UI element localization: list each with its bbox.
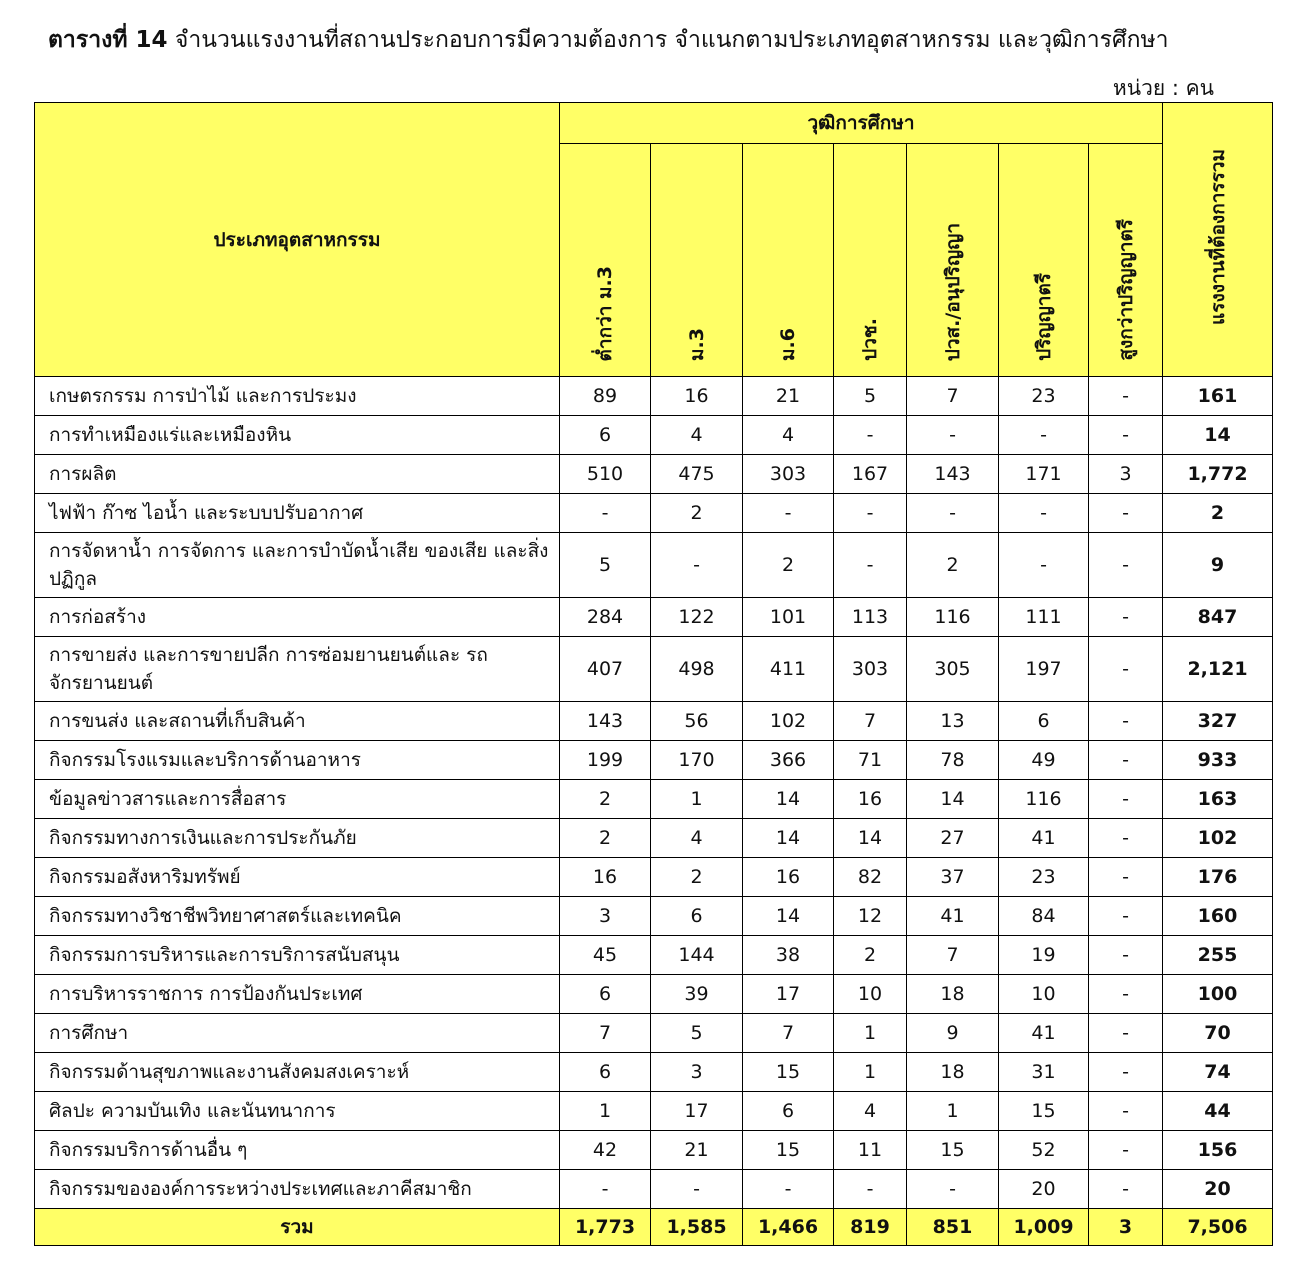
value-cell: 2 [560,780,651,819]
header-edu-m3: ม.3 [685,328,708,361]
industry-name: เกษตรกรรม การป่าไม้ และการประมง [35,377,560,416]
value-cell: - [907,1170,999,1209]
value-cell: 41 [999,1014,1089,1053]
row-total: 20 [1163,1170,1273,1209]
value-cell: 27 [907,819,999,858]
row-total: 70 [1163,1014,1273,1053]
value-cell: 15 [743,1053,834,1092]
value-cell: 475 [651,455,743,494]
value-cell: - [1089,975,1163,1014]
table-row [35,936,1273,975]
value-cell: 2 [651,858,743,897]
value-cell: 7 [907,377,999,416]
value-cell: 16 [743,858,834,897]
value-cell: 6 [560,1053,651,1092]
value-cell: 10 [999,975,1089,1014]
value-cell: 16 [560,858,651,897]
value-cell: 2 [743,533,834,598]
sum-value-cell: 819 [834,1209,907,1246]
value-cell: 5 [560,533,651,598]
value-cell: - [999,416,1089,455]
header-industry: ประเภทอุตสาหกรรม [35,103,560,377]
value-cell: 498 [651,637,743,702]
value-cell: 2 [834,936,907,975]
value-cell: - [1089,936,1163,975]
value-cell: 14 [907,780,999,819]
value-cell: 17 [743,975,834,1014]
value-cell: 1 [834,1053,907,1092]
value-cell: 113 [834,598,907,637]
table-row [35,533,1273,598]
value-cell: 4 [834,1092,907,1131]
table-row [35,455,1273,494]
value-cell: 102 [743,702,834,741]
table-body [35,377,1273,1246]
value-cell: 143 [560,702,651,741]
value-cell: 143 [907,455,999,494]
value-cell: 4 [651,819,743,858]
value-cell: 111 [999,598,1089,637]
table-row [35,1014,1273,1053]
industry-name: การทำเหมืองแร่และเหมืองหิน [35,416,560,455]
row-total: 163 [1163,780,1273,819]
value-cell: 2 [560,819,651,858]
industry-name: การศึกษา [35,1014,560,1053]
table-row [35,897,1273,936]
industry-name: การก่อสร้าง [35,598,560,637]
table-row [35,377,1273,416]
value-cell: - [1089,1053,1163,1092]
row-total: 160 [1163,897,1273,936]
table-number: ตารางที่ 14 [48,27,168,53]
value-cell: 2 [907,533,999,598]
header-total-cell [1163,103,1273,377]
sum-value-cell: 1,773 [560,1209,651,1246]
value-cell: - [834,533,907,598]
value-cell: 15 [907,1131,999,1170]
value-cell: - [1089,819,1163,858]
industry-name: กิจกรรมโรงแรมและบริการด้านอาหาร [35,741,560,780]
grand-total: 7,506 [1163,1209,1273,1246]
value-cell: - [1089,377,1163,416]
value-cell: 305 [907,637,999,702]
header-edu-diploma: ปวส./อนุปริญญา [941,222,964,361]
value-cell: 5 [651,1014,743,1053]
header-edu-bachelor: ปริญญาตรี [1032,273,1055,361]
value-cell: 6 [743,1092,834,1131]
value-cell: - [651,1170,743,1209]
value-cell: - [1089,494,1163,533]
value-cell: 41 [907,897,999,936]
header-total: แรงงานที่ต้องการรวม [1206,149,1229,325]
value-cell: 101 [743,598,834,637]
row-total: 933 [1163,741,1273,780]
table-row [35,1170,1273,1209]
table-row [35,819,1273,858]
value-cell: - [907,416,999,455]
value-cell: 82 [834,858,907,897]
value-cell: 144 [651,936,743,975]
value-cell: 5 [834,377,907,416]
industry-name: กิจกรรมทางการเงินและการประกันภัย [35,819,560,858]
value-cell: 4 [743,416,834,455]
value-cell: 11 [834,1131,907,1170]
value-cell: 197 [999,637,1089,702]
value-cell: 3 [651,1053,743,1092]
industry-name: ข้อมูลข่าวสารและการสื่อสาร [35,780,560,819]
value-cell: - [999,533,1089,598]
value-cell: - [1089,741,1163,780]
row-total: 255 [1163,936,1273,975]
value-cell: 16 [651,377,743,416]
value-cell: 1 [651,780,743,819]
sum-value-cell: 3 [1089,1209,1163,1246]
value-cell: - [1089,1014,1163,1053]
industry-name: การขายส่ง และการขายปลีก การซ่อมยานยนต์และ รถจักรยานยนต์ [35,637,560,702]
table-row [35,1053,1273,1092]
value-cell: 21 [743,377,834,416]
value-cell: 71 [834,741,907,780]
industry-name: การขนส่ง และสถานที่เก็บสินค้า [35,702,560,741]
header-edu-cell [999,144,1089,377]
value-cell: 78 [907,741,999,780]
header-edu-cell [907,144,999,377]
value-cell: 18 [907,975,999,1014]
value-cell: 14 [743,819,834,858]
table-row [35,702,1273,741]
value-cell: 31 [999,1053,1089,1092]
value-cell: - [999,494,1089,533]
value-cell: 9 [907,1014,999,1053]
industry-name: ไฟฟ้า ก๊าซ ไอน้ำ และระบบปรับอากาศ [35,494,560,533]
row-total: 9 [1163,533,1273,598]
row-total: 102 [1163,819,1273,858]
industry-name: การจัดหาน้ำ การจัดการ และการบำบัดน้ำเสีย ของเสีย และสิ่งปฏิกูล [35,533,560,598]
value-cell: 49 [999,741,1089,780]
row-total: 176 [1163,858,1273,897]
value-cell: 1 [907,1092,999,1131]
value-cell: 170 [651,741,743,780]
value-cell: 14 [743,780,834,819]
value-cell: 4 [651,416,743,455]
value-cell: - [1089,897,1163,936]
value-cell: - [1089,637,1163,702]
row-total: 44 [1163,1092,1273,1131]
value-cell: 12 [834,897,907,936]
header-edu-below-m3: ต่ำกว่า ม.3 [594,265,616,361]
row-total: 2 [1163,494,1273,533]
header-edu-cell [651,144,743,377]
value-cell: 14 [834,819,907,858]
value-cell: - [1089,702,1163,741]
value-cell: 42 [560,1131,651,1170]
industry-name: กิจกรรมบริการด้านอื่น ๆ [35,1131,560,1170]
row-total: 1,772 [1163,455,1273,494]
industry-name: การผลิต [35,455,560,494]
value-cell: 16 [834,780,907,819]
industry-name: กิจกรรมด้านสุขภาพและงานสังคมสงเคราะห์ [35,1053,560,1092]
value-cell: 284 [560,598,651,637]
value-cell: - [743,1170,834,1209]
value-cell: 10 [834,975,907,1014]
value-cell: - [1089,780,1163,819]
value-cell: - [907,494,999,533]
industry-name: กิจกรรมอสังหาริมทรัพย์ [35,858,560,897]
value-cell: - [834,416,907,455]
value-cell: 37 [907,858,999,897]
value-cell: 1 [834,1014,907,1053]
value-cell: - [1089,858,1163,897]
value-cell: 23 [999,858,1089,897]
row-total: 14 [1163,416,1273,455]
table-row [35,741,1273,780]
value-cell: 199 [560,741,651,780]
value-cell: 18 [907,1053,999,1092]
table-row [35,1092,1273,1131]
table-row [35,494,1273,533]
value-cell: - [1089,1131,1163,1170]
value-cell: 167 [834,455,907,494]
industry-name: กิจกรรมขององค์การระหว่างประเทศและภาคีสมาชิก [35,1170,560,1209]
sum-value-cell: 851 [907,1209,999,1246]
table-caption: จำนวนแรงงานที่สถานประกอบการมีความต้องการ จำแนกตามประเภทอุตสาหกรรม และวุฒิการศึกษา [174,27,1169,53]
sum-value-cell: 1,009 [999,1209,1089,1246]
row-total: 74 [1163,1053,1273,1092]
unit-label: หน่วย : คน [1112,76,1214,100]
value-cell: 14 [743,897,834,936]
value-cell: 19 [999,936,1089,975]
value-cell: 23 [999,377,1089,416]
value-cell: 39 [651,975,743,1014]
value-cell: 116 [907,598,999,637]
header-edu-above-bachelor: สูงกว่าปริญญาตรี [1114,219,1137,361]
industry-name: การบริหารราชการ การป้องกันประเทศ [35,975,560,1014]
value-cell: 13 [907,702,999,741]
value-cell: 20 [999,1170,1089,1209]
value-cell: 6 [560,975,651,1014]
value-cell: - [1089,416,1163,455]
value-cell: 7 [743,1014,834,1053]
value-cell: 21 [651,1131,743,1170]
industry-name: กิจกรรมการบริหารและการบริการสนับสนุน [35,936,560,975]
table-row [35,598,1273,637]
value-cell: - [1089,1170,1163,1209]
table-title [48,22,1169,58]
table-row [35,780,1273,819]
value-cell: 116 [999,780,1089,819]
value-cell: - [1089,598,1163,637]
table-row [35,416,1273,455]
value-cell: 41 [999,819,1089,858]
value-cell: - [560,1170,651,1209]
value-cell: 407 [560,637,651,702]
value-cell: 2 [651,494,743,533]
value-cell: 7 [560,1014,651,1053]
value-cell: 171 [999,455,1089,494]
table-row [35,637,1273,702]
header-edu-cell [743,144,834,377]
value-cell: 7 [834,702,907,741]
header-education: วุฒิการศึกษา [560,103,1163,144]
row-total: 327 [1163,702,1273,741]
table-row [35,1131,1273,1170]
value-cell: 3 [1089,455,1163,494]
sum-value-cell: 1,466 [743,1209,834,1246]
value-cell: - [1089,1092,1163,1131]
row-total: 156 [1163,1131,1273,1170]
value-cell: 510 [560,455,651,494]
sum-label: รวม [35,1209,560,1246]
industry-name: กิจกรรมทางวิชาชีพวิทยาศาสตร์และเทคนิค [35,897,560,936]
value-cell: 56 [651,702,743,741]
labor-demand-table [34,102,1273,1246]
value-cell: 303 [834,637,907,702]
table-row [35,858,1273,897]
value-cell: 1 [560,1092,651,1131]
value-cell: 15 [999,1092,1089,1131]
value-cell: - [651,533,743,598]
value-cell: 303 [743,455,834,494]
value-cell: 366 [743,741,834,780]
row-total: 847 [1163,598,1273,637]
value-cell: 84 [999,897,1089,936]
header-edu-vocational: ปวช. [859,318,881,361]
value-cell: 38 [743,936,834,975]
value-cell: 6 [560,416,651,455]
row-total: 2,121 [1163,637,1273,702]
value-cell: 122 [651,598,743,637]
table-row [35,975,1273,1014]
row-total: 100 [1163,975,1273,1014]
value-cell: 3 [560,897,651,936]
value-cell: - [1089,533,1163,598]
row-total: 161 [1163,377,1273,416]
value-cell: 6 [651,897,743,936]
value-cell: - [743,494,834,533]
header-edu-cell [834,144,907,377]
header-edu-cell [1089,144,1163,377]
value-cell: 45 [560,936,651,975]
sum-value-cell: 1,585 [651,1209,743,1246]
sum-row [35,1209,1273,1246]
value-cell: 6 [999,702,1089,741]
header-edu-cell [560,144,651,377]
value-cell: - [560,494,651,533]
value-cell: 17 [651,1092,743,1131]
industry-name: ศิลปะ ความบันเทิง และนันทนาการ [35,1092,560,1131]
value-cell: 411 [743,637,834,702]
value-cell: 7 [907,936,999,975]
value-cell: - [834,494,907,533]
value-cell: - [834,1170,907,1209]
header-edu-m6: ม.6 [777,328,799,361]
value-cell: 89 [560,377,651,416]
value-cell: 15 [743,1131,834,1170]
value-cell: 52 [999,1131,1089,1170]
